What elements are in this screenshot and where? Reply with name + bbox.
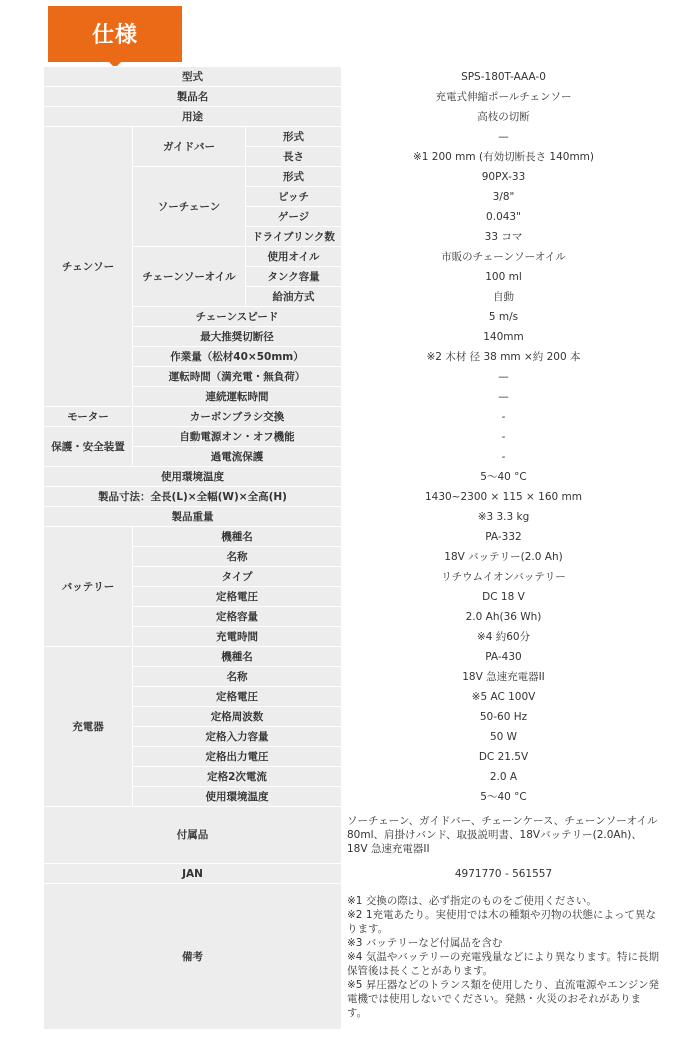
row-auto-power — [44, 427, 666, 447]
row-charger-voltage — [44, 687, 666, 707]
charger-voltage-value: ※5 AC 100V — [342, 687, 666, 707]
chain-oil-type-value: 市販のチェーンソーオイル — [342, 247, 666, 267]
remarks-note-3: ※3 バッテリーなど付属品を含む — [347, 936, 503, 949]
charger-input-label: 定格入力容量 — [133, 727, 342, 747]
row-chain-oil-type — [44, 247, 666, 267]
charger-output-voltage-label: 定格出力電圧 — [133, 747, 342, 767]
battery-voltage-value: DC 18 V — [342, 587, 666, 607]
runtime-continuous-value: — — [342, 387, 666, 407]
row-jan — [44, 864, 666, 884]
dimensions-value: 1430~2300 × 115 × 160 mm — [342, 487, 666, 507]
model-value: SPS-180T-AAA-0 — [342, 67, 666, 87]
auto-power-label: 自動電源オン・オフ機能 — [133, 427, 342, 447]
chain-oil-label: チェーンソーオイル — [133, 247, 246, 307]
row-battery-type — [44, 567, 666, 587]
auto-power-value: - — [342, 427, 666, 447]
guide-bar-type-value: — — [342, 127, 666, 147]
workload-value: ※2 木材 径 38 mm ×約 200 本 — [342, 347, 666, 367]
ambient-temp-value: 5～40 °C — [342, 467, 666, 487]
motor-brush-value: - — [342, 407, 666, 427]
model-label: 型式 — [44, 67, 342, 87]
row-overcurrent — [44, 447, 666, 467]
workload-label: 作業量（松材40×50mm） — [133, 347, 342, 367]
saw-chain-type-label: 形式 — [246, 167, 342, 187]
jan-label: JAN — [44, 864, 342, 884]
battery-capacity-label: 定格容量 — [133, 607, 342, 627]
saw-chain-pitch-label: ピッチ — [246, 187, 342, 207]
charger-group-label: 充電器 — [44, 647, 133, 807]
row-battery-charge-time — [44, 627, 666, 647]
row-ambient-temp — [44, 467, 666, 487]
accessories-label: 付属品 — [44, 807, 342, 864]
motor-label: モーター — [44, 407, 133, 427]
chain-speed-label: チェーンスピード — [133, 307, 342, 327]
product-name-value: 充電式伸縮ポールチェンソー — [342, 87, 666, 107]
dimensions-label: 製品寸法：全長(L)×全幅(W)×全高(H) — [44, 487, 342, 507]
row-charger-frequency — [44, 707, 666, 727]
row-saw-chain-type — [44, 167, 666, 187]
product-name-label: 製品名 — [44, 87, 342, 107]
battery-charge-time-value: ※4 約60分 — [342, 627, 666, 647]
use-value: 高枝の切断 — [342, 107, 666, 127]
row-runtime-noload — [44, 367, 666, 387]
max-cut-value: 140mm — [342, 327, 666, 347]
chain-oil-type-label: 使用オイル — [246, 247, 342, 267]
guide-bar-length-value: ※1 200 mm (有効切断長さ 140mm) — [342, 147, 666, 167]
charger-name-value: 18V 急速充電器II — [342, 667, 666, 687]
runtime-noload-label: 運転時間（満充電・無負荷） — [133, 367, 342, 387]
row-charger-input — [44, 727, 666, 747]
use-label: 用途 — [44, 107, 342, 127]
remarks-note-4: ※4 気温やバッテリーの充電残量などにより異なります。特に長期保管後は長くことがあります。 — [347, 950, 659, 977]
row-remarks — [44, 884, 666, 1030]
row-charger-name — [44, 667, 666, 687]
row-chain-speed — [44, 307, 666, 327]
chainsaw-group-label: チェンソー — [44, 127, 133, 407]
remarks-label: 備考 — [44, 884, 342, 1030]
jan-value: 4971770 - 561557 — [342, 864, 666, 884]
accessories-value: ソーチェーン、ガイドバー、チェーンケース、チェーンソーオイル 80ml、肩掛けバンド、取扱説明書、18Vバッテリー(2.0Ah)、18V 急速充電器II — [342, 807, 666, 864]
remarks-note-2: ※2 1充電あたり。実使用では木の種類や刃物の状態によって異なります。 — [347, 908, 656, 935]
row-product-name — [44, 87, 666, 107]
saw-chain-drive-link-value: 33 コマ — [342, 227, 666, 247]
row-weight — [44, 507, 666, 527]
row-charger-temp — [44, 787, 666, 807]
row-battery-model — [44, 527, 666, 547]
row-accessories — [44, 807, 666, 864]
row-charger-model — [44, 647, 666, 667]
chain-oil-tank-value: 100 ml — [342, 267, 666, 287]
saw-chain-drive-link-label: ドライブリンク数 — [246, 227, 342, 247]
saw-chain-pitch-value: 3/8" — [342, 187, 666, 207]
row-max-cut — [44, 327, 666, 347]
remarks-note-1: ※1 交換の際は、必ず指定のものをご使用ください。 — [347, 894, 597, 907]
row-charger-output-voltage — [44, 747, 666, 767]
overcurrent-value: - — [342, 447, 666, 467]
saw-chain-type-value: 90PX-33 — [342, 167, 666, 187]
row-runtime-continuous — [44, 387, 666, 407]
row-battery-voltage — [44, 587, 666, 607]
charger-frequency-label: 定格周波数 — [133, 707, 342, 727]
row-battery-capacity — [44, 607, 666, 627]
row-dimensions — [44, 487, 666, 507]
runtime-noload-value: — — [342, 367, 666, 387]
row-model — [44, 67, 666, 87]
charger-input-value: 50 W — [342, 727, 666, 747]
weight-value: ※3 3.3 kg — [342, 507, 666, 527]
ambient-temp-label: 使用環境温度 — [44, 467, 342, 487]
charger-temp-value: 5～40 °C — [342, 787, 666, 807]
remarks-value — [342, 884, 666, 1030]
row-guide-bar-type — [44, 127, 666, 147]
row-charger-output-current — [44, 767, 666, 787]
charger-voltage-label: 定格電圧 — [133, 687, 342, 707]
row-battery-name — [44, 547, 666, 567]
battery-type-value: リチウムイオンバッテリー — [342, 567, 666, 587]
charger-temp-label: 使用環境温度 — [133, 787, 342, 807]
saw-chain-label: ソーチェーン — [133, 167, 246, 247]
charger-output-current-label: 定格2次電流 — [133, 767, 342, 787]
chain-oil-feed-label: 給油方式 — [246, 287, 342, 307]
runtime-continuous-label: 連続運転時間 — [133, 387, 342, 407]
chain-speed-value: 5 m/s — [342, 307, 666, 327]
saw-chain-gauge-label: ゲージ — [246, 207, 342, 227]
row-use — [44, 107, 666, 127]
battery-model-value: PA-332 — [342, 527, 666, 547]
chain-oil-feed-value: 自動 — [342, 287, 666, 307]
guide-bar-length-label: 長さ — [246, 147, 342, 167]
battery-model-label: 機種名 — [133, 527, 342, 547]
charger-frequency-value: 50-60 Hz — [342, 707, 666, 727]
motor-brush-label: カーボンブラシ交換 — [133, 407, 342, 427]
battery-voltage-label: 定格電圧 — [133, 587, 342, 607]
battery-group-label: バッテリー — [44, 527, 133, 647]
guide-bar-type-label: 形式 — [246, 127, 342, 147]
spec-table — [43, 66, 666, 1030]
charger-output-current-value: 2.0 A — [342, 767, 666, 787]
section-title-tab: 仕様 — [48, 6, 182, 62]
charger-name-label: 名称 — [133, 667, 342, 687]
battery-name-label: 名称 — [133, 547, 342, 567]
guide-bar-label: ガイドバー — [133, 127, 246, 167]
max-cut-label: 最大推奨切断径 — [133, 327, 342, 347]
battery-capacity-value: 2.0 Ah(36 Wh) — [342, 607, 666, 627]
charger-model-value: PA-430 — [342, 647, 666, 667]
battery-name-value: 18V バッテリー(2.0 Ah) — [342, 547, 666, 567]
protection-label: 保護・安全装置 — [44, 427, 133, 467]
battery-type-label: タイプ — [133, 567, 342, 587]
charger-output-voltage-value: DC 21.5V — [342, 747, 666, 767]
row-motor — [44, 407, 666, 427]
battery-charge-time-label: 充電時間 — [133, 627, 342, 647]
charger-model-label: 機種名 — [133, 647, 342, 667]
weight-label: 製品重量 — [44, 507, 342, 527]
row-workload — [44, 347, 666, 367]
saw-chain-gauge-value: 0.043" — [342, 207, 666, 227]
remarks-note-5: ※5 昇圧器などのトランス類を使用したり、直流電源やエンジン発電機では使用しないでください。発熱・火災のおそれがあります。 — [347, 978, 659, 1019]
chain-oil-tank-label: タンク容量 — [246, 267, 342, 287]
overcurrent-label: 過電流保護 — [133, 447, 342, 467]
